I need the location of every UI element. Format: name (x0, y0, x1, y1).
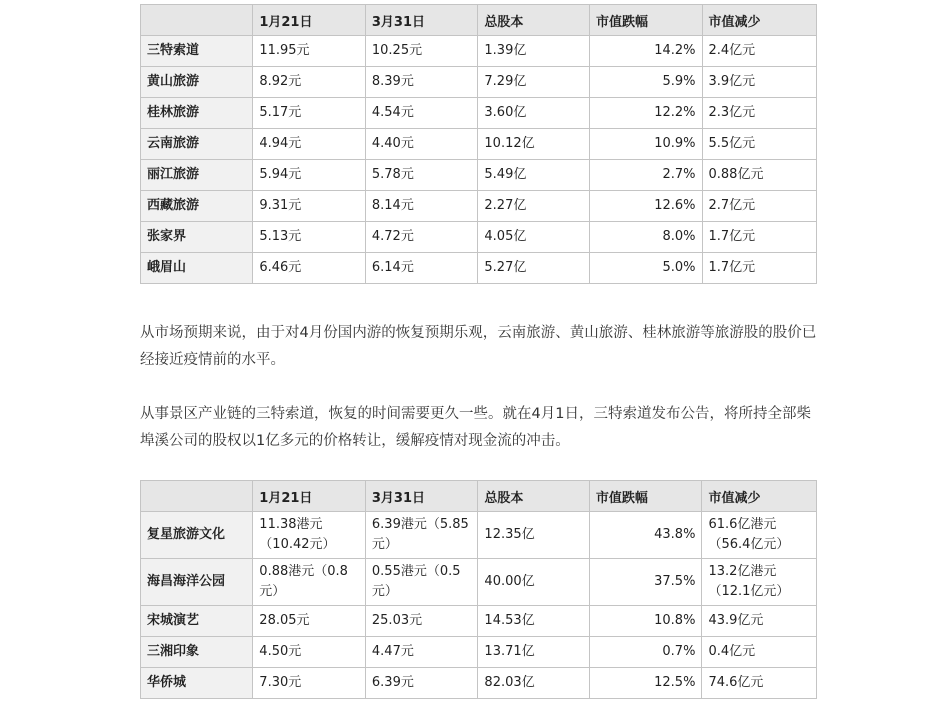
company-name: 丽江旅游 (141, 160, 253, 191)
company-name: 复星旅游文化 (141, 512, 253, 559)
header-cell: 3月31日 (365, 5, 478, 36)
market-cap-drop-pct: 0.7% (589, 637, 702, 668)
table-row (141, 253, 817, 284)
price-jan21: 5.13元 (253, 222, 366, 253)
market-cap-reduction: 3.9亿元 (702, 67, 817, 98)
price-jan21: 0.88港元（0.8元） (253, 559, 366, 606)
market-cap-drop-pct: 14.2% (589, 36, 702, 67)
price-jan21: 11.95元 (253, 36, 366, 67)
header-cell: 总股本 (478, 5, 590, 36)
price-mar31: 25.03元 (365, 606, 478, 637)
price-mar31: 4.47元 (365, 637, 478, 668)
table-row (141, 512, 817, 559)
market-cap-drop-pct: 2.7% (589, 160, 702, 191)
price-jan21: 11.38港元（10.42元） (253, 512, 366, 559)
company-name: 三特索道 (141, 36, 253, 67)
price-jan21: 28.05元 (253, 606, 366, 637)
total-shares: 2.27亿 (478, 191, 590, 222)
price-jan21: 7.30元 (253, 668, 366, 699)
total-shares: 4.05亿 (478, 222, 590, 253)
company-name: 华侨城 (141, 668, 253, 699)
price-mar31: 6.39元 (365, 668, 478, 699)
total-shares: 13.71亿 (478, 637, 590, 668)
company-name: 海昌海洋公园 (141, 559, 253, 606)
total-shares: 12.35亿 (478, 512, 590, 559)
table-row (141, 129, 817, 160)
price-mar31: 5.78元 (365, 160, 478, 191)
price-jan21: 4.94元 (253, 129, 366, 160)
market-cap-reduction: 0.88亿元 (702, 160, 817, 191)
total-shares: 7.29亿 (478, 67, 590, 98)
total-shares: 14.53亿 (478, 606, 590, 637)
market-cap-reduction: 2.7亿元 (702, 191, 817, 222)
market-cap-drop-pct: 5.0% (589, 253, 702, 284)
price-jan21: 6.46元 (253, 253, 366, 284)
body-paragraph: 从市场预期来说，由于对4月份国内游的恢复预期乐观，云南旅游、黄山旅游、桂林旅游等旅游股的股价已经接近疫情前的水平。 (140, 325, 817, 368)
company-name: 黄山旅游 (141, 67, 253, 98)
market-cap-reduction: 61.6亿港元（56.4亿元） (702, 512, 817, 559)
market-cap-drop-pct: 12.5% (589, 668, 702, 699)
table-row (141, 606, 817, 637)
header-cell: 市值减少 (702, 481, 817, 512)
total-shares: 5.49亿 (478, 160, 590, 191)
market-cap-reduction: 0.4亿元 (702, 637, 817, 668)
total-shares: 5.27亿 (478, 253, 590, 284)
market-cap-drop-pct: 12.6% (589, 191, 702, 222)
total-shares: 82.03亿 (478, 668, 590, 699)
header-cell: 总股本 (478, 481, 590, 512)
market-cap-reduction: 2.4亿元 (702, 36, 817, 67)
header-cell: 1月21日 (253, 481, 366, 512)
market-cap-drop-pct: 12.2% (589, 98, 702, 129)
table-row (141, 67, 817, 98)
price-mar31: 8.14元 (365, 191, 478, 222)
price-mar31: 6.14元 (365, 253, 478, 284)
table-row (141, 36, 817, 67)
price-jan21: 5.17元 (253, 98, 366, 129)
table-header-row (141, 5, 817, 36)
body-paragraph: 从事景区产业链的三特索道，恢复的时间需要更久一些。就在4月1日，三特索道发布公告，将所持全部柴埠溪公司的股权以1亿多元的价格转让，缓解疫情对现金流的冲击。 (140, 406, 811, 449)
header-cell: 市值跌幅 (589, 5, 702, 36)
market-cap-reduction: 13.2亿港元（12.1亿元） (702, 559, 817, 606)
market-cap-drop-pct: 8.0% (589, 222, 702, 253)
header-cell: 市值跌幅 (589, 481, 702, 512)
price-mar31: 4.40元 (365, 129, 478, 160)
table-row (141, 160, 817, 191)
market-cap-drop-pct: 10.9% (589, 129, 702, 160)
market-cap-drop-pct: 37.5% (589, 559, 702, 606)
company-name: 云南旅游 (141, 129, 253, 160)
company-name: 峨眉山 (141, 253, 253, 284)
header-cell: 3月31日 (365, 481, 478, 512)
header-cell: 1月21日 (253, 5, 366, 36)
market-cap-reduction: 74.6亿元 (702, 668, 817, 699)
table-row (141, 98, 817, 129)
price-jan21: 4.50元 (253, 637, 366, 668)
company-name: 三湘印象 (141, 637, 253, 668)
market-cap-drop-pct: 10.8% (589, 606, 702, 637)
market-cap-reduction: 43.9亿元 (702, 606, 817, 637)
header-cell (141, 481, 253, 512)
header-cell (141, 5, 253, 36)
stock-table-b (140, 480, 817, 699)
market-cap-reduction: 1.7亿元 (702, 222, 817, 253)
total-shares: 40.00亿 (478, 559, 590, 606)
company-name: 桂林旅游 (141, 98, 253, 129)
market-cap-reduction: 2.3亿元 (702, 98, 817, 129)
price-jan21: 9.31元 (253, 191, 366, 222)
table-row (141, 191, 817, 222)
price-mar31: 6.39港元（5.85元） (365, 512, 478, 559)
total-shares: 1.39亿 (478, 36, 590, 67)
stock-table-a (140, 4, 817, 284)
table-header-row (141, 481, 817, 512)
company-name: 张家界 (141, 222, 253, 253)
price-mar31: 10.25元 (365, 36, 478, 67)
header-cell: 市值减少 (702, 5, 817, 36)
table-row (141, 668, 817, 699)
table-row (141, 637, 817, 668)
market-cap-reduction: 5.5亿元 (702, 129, 817, 160)
price-mar31: 4.72元 (365, 222, 478, 253)
price-jan21: 8.92元 (253, 67, 366, 98)
table-row (141, 559, 817, 606)
price-jan21: 5.94元 (253, 160, 366, 191)
total-shares: 10.12亿 (478, 129, 590, 160)
price-mar31: 8.39元 (365, 67, 478, 98)
total-shares: 3.60亿 (478, 98, 590, 129)
company-name: 宋城演艺 (141, 606, 253, 637)
market-cap-drop-pct: 43.8% (589, 512, 702, 559)
price-mar31: 4.54元 (365, 98, 478, 129)
market-cap-drop-pct: 5.9% (589, 67, 702, 98)
price-mar31: 0.55港元（0.5元） (365, 559, 478, 606)
market-cap-reduction: 1.7亿元 (702, 253, 817, 284)
company-name: 西藏旅游 (141, 191, 253, 222)
table-row (141, 222, 817, 253)
